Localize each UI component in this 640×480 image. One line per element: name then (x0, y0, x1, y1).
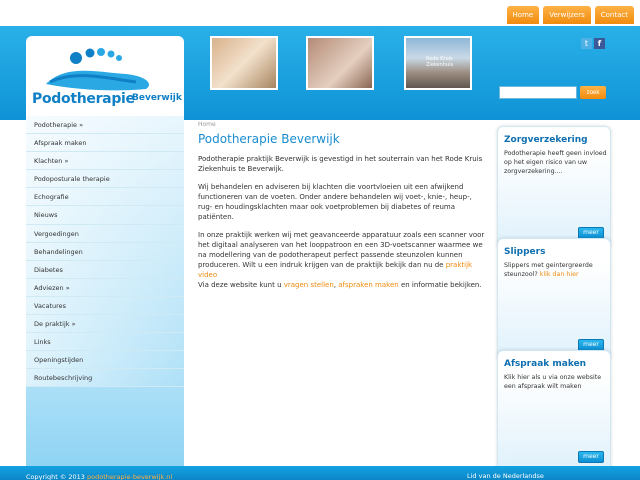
nav-verwijzers[interactable]: Verwijzers (543, 6, 591, 24)
main-content (198, 121, 488, 290)
website-text-end: en informatie bekijken. (398, 281, 482, 289)
sidebar-item-adviezen[interactable]: Adviezen » (26, 279, 184, 297)
box-text-wrapper (504, 261, 608, 279)
link-separator: , (333, 281, 339, 289)
sidebar-item-links[interactable]: Links (26, 333, 184, 351)
sidebar-item-nieuws[interactable]: Nieuws (26, 206, 184, 224)
site-link[interactable]: podotherapie-beverwijk.nl (87, 473, 173, 480)
page-title: Podotherapie Beverwijk (198, 132, 340, 146)
logo-text-podotherapie: Podotherapie (32, 91, 135, 107)
sidebar-item-diabetes[interactable]: Diabetes (26, 261, 184, 279)
box-text: Slippers met geintergreerde steunzool? (504, 262, 593, 278)
sidebar-item-routebeschrijving[interactable]: Routebeschrijving (26, 369, 184, 387)
make-appointment-link[interactable]: afspraken maken (338, 281, 399, 289)
box-title: Slippers (504, 247, 546, 257)
sidebar-item-vacatures[interactable]: Vacatures (26, 297, 184, 315)
more-button[interactable]: meer (578, 339, 604, 351)
ask-questions-link[interactable]: vragen stellen (283, 281, 334, 289)
nav-contact[interactable]: Contact (595, 6, 634, 24)
box-title: Zorgverzekering (504, 135, 588, 145)
nav-home[interactable]: Home (507, 6, 540, 24)
practice-video-link[interactable]: praktijk video (198, 261, 473, 279)
sidebar-item-openingstijden[interactable]: Openingstijden (26, 351, 184, 369)
foot-logo-icon (36, 44, 166, 94)
sidebar-item-klachten[interactable]: Klachten » (26, 152, 184, 170)
sidebar-item-podoposturale-therapie[interactable]: Podoposturale therapie (26, 170, 184, 188)
footer (0, 466, 640, 480)
breadcrumb[interactable]: Home (198, 121, 216, 128)
twitter-icon[interactable]: t (581, 38, 592, 49)
sidebar-item-behandelingen[interactable]: Behandelingen (26, 243, 184, 261)
header-photo-feet (210, 36, 278, 90)
intro-paragraph: Podotherapie praktijk Beverwijk is gevestigd in het souterrain van het Rode Kruis Ziekenhuis te Beverwijk. (198, 155, 483, 173)
social-links (581, 38, 605, 49)
copyright-text: Copyright © 2013 (26, 473, 88, 480)
sidebar (26, 116, 184, 466)
header-photo-hospital (404, 36, 472, 90)
box-slippers (497, 238, 611, 360)
top-navigation (507, 6, 634, 24)
search-button[interactable]: zoek (580, 86, 606, 99)
website-text: Via deze website kunt u (198, 281, 284, 289)
sidebar-item-podotherapie[interactable]: Podotherapie » (26, 116, 184, 134)
logo-text-beverwijk: Beverwijk (132, 93, 182, 103)
practice-paragraph (198, 230, 488, 290)
box-afspraak-maken (497, 350, 611, 472)
more-button[interactable]: meer (578, 451, 604, 463)
logo[interactable] (26, 36, 184, 116)
copyright (26, 473, 172, 480)
box-text: Klik hier als u via onze website een afspraak wilt maken (504, 374, 602, 390)
sidebar-item-de-praktijk[interactable]: De praktijk » (26, 315, 184, 333)
box-title: Afspraak maken (504, 359, 587, 369)
sidebar-item-vergoedingen[interactable]: Vergoedingen (26, 225, 184, 243)
box-zorgverzekering (497, 126, 611, 248)
sidebar-item-afspraak-maken[interactable]: Afspraak maken (26, 134, 184, 152)
search-input[interactable] (499, 86, 577, 99)
facebook-icon[interactable]: f (594, 38, 605, 49)
box-text: Podotherapie heeft geen invloed op het eigen risico van uw zorgverzekering.... (504, 150, 607, 175)
hospital-sign: Rode Kruis Ziekenhuis (426, 56, 454, 68)
membership-text: Lid van de Nederlandse (467, 472, 544, 480)
header-photo-treatment (306, 36, 374, 90)
practice-text: In onze praktijk werken wij met geavanceerde apparatuur zoals een scanner voor het digitaal analyseren van het looppatroon en een 3D-voetscanner waarmee we na modellering van de podotherapeut perfect passende steunzolen kunnen produceren. Wilt u een indruk krijgen van de praktijk bekijk dan nu de (198, 231, 485, 269)
treatment-paragraph: Wij behandelen en adviseren bij klachten die voortvloeien uit een afwijkend functioneren van de voeten. Onder andere behandelen wij voet-, knie-, heup-, rug- en houdingsklachten maar ook voetproblemen bij diabetes of reuma patiënten. (198, 183, 472, 221)
sidebar-item-echografie[interactable]: Echografie (26, 188, 184, 206)
click-here-link[interactable]: klik dan hier (539, 271, 579, 278)
more-button[interactable]: meer (578, 227, 604, 239)
